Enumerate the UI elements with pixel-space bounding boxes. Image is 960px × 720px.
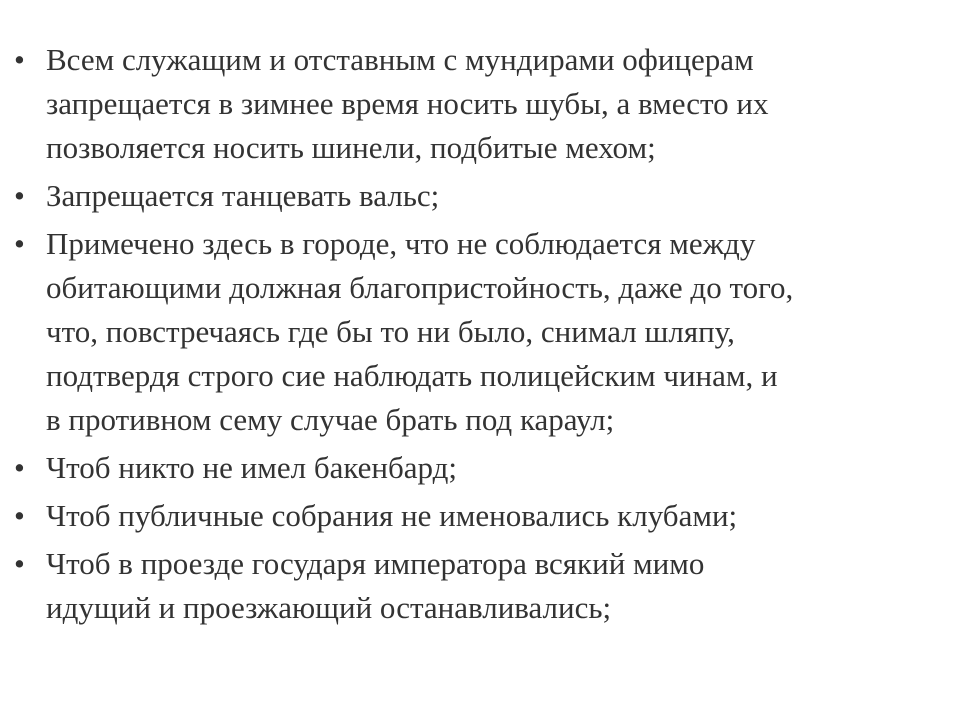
text-line: подтвердя строго сие наблюдать полицейским чинам, и bbox=[46, 358, 778, 393]
bullet-text bbox=[46, 174, 934, 218]
text-line: Запрещается танцевать вальс; bbox=[46, 178, 440, 213]
bullet-icon: • bbox=[14, 546, 25, 581]
text-line: идущий и проезжающий останавливались; bbox=[46, 590, 612, 625]
bullet-text bbox=[46, 542, 934, 630]
bullet-text bbox=[46, 446, 934, 490]
bullet-item-5 bbox=[14, 494, 934, 538]
bullet-text bbox=[46, 494, 934, 538]
text-line: Чтоб никто не имел бакенбард; bbox=[46, 450, 457, 485]
bullet-item-3 bbox=[14, 222, 934, 442]
bullet-item-6 bbox=[14, 542, 934, 630]
text-line: Чтоб публичные собрания не именовались клубами; bbox=[46, 498, 738, 533]
text-line: Всем служащим и отставным с мундирами офицерам bbox=[46, 42, 754, 77]
bullet-list bbox=[14, 38, 934, 634]
text-line: Чтоб в проезде государя императора всякий мимо bbox=[46, 546, 705, 581]
bullet-text bbox=[46, 38, 934, 170]
text-line: Примечено здесь в городе, что не соблюдается между bbox=[46, 226, 756, 261]
bullet-item-2 bbox=[14, 174, 934, 218]
bullet-text bbox=[46, 222, 934, 442]
bullet-icon: • bbox=[14, 226, 25, 261]
bullet-icon: • bbox=[14, 450, 25, 485]
text-line: обитающими должная благопристойность, даже до того, bbox=[46, 270, 794, 305]
text-line: что, повстречаясь где бы то ни было, снимал шляпу, bbox=[46, 314, 735, 349]
bullet-icon: • bbox=[14, 178, 25, 213]
bullet-item-1 bbox=[14, 38, 934, 170]
text-line: запрещается в зимнее время носить шубы, а вместо их bbox=[46, 86, 769, 121]
text-line: в противном сему случае брать под караул; bbox=[46, 402, 615, 437]
bullet-icon: • bbox=[14, 42, 25, 77]
bullet-item-4 bbox=[14, 446, 934, 490]
bullet-icon: • bbox=[14, 498, 25, 533]
text-line: позволяется носить шинели, подбитые мехом; bbox=[46, 130, 656, 165]
